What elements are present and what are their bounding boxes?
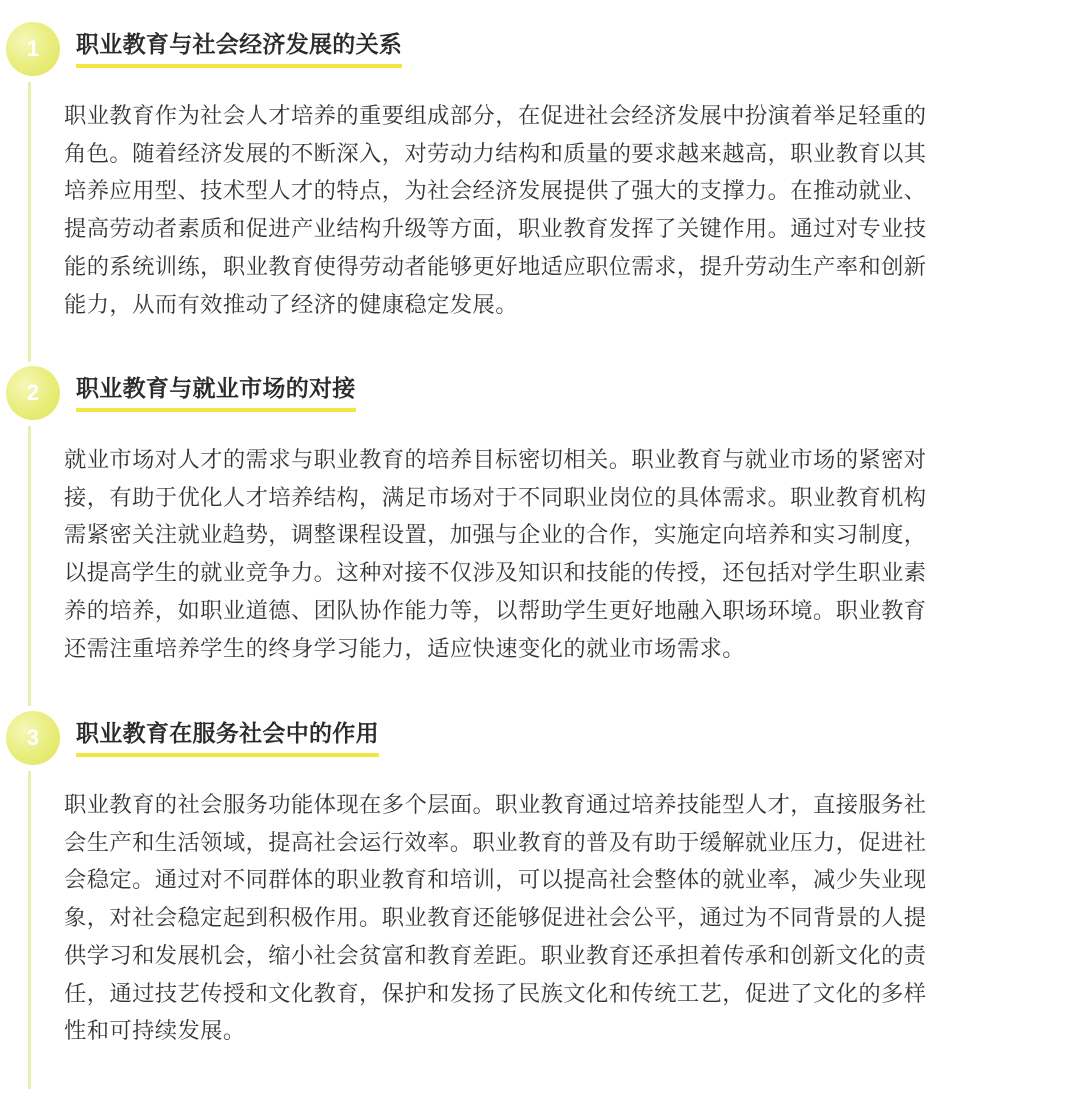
section-header bbox=[0, 20, 1091, 76]
section-paragraph bbox=[64, 787, 1091, 1051]
section-title: 职业教育在服务社会中的作用 bbox=[76, 719, 379, 757]
paragraph-line: 养的培养，如职业道德、团队协作能力等，以帮助学生更好地融入职场环境。职业教育 bbox=[64, 597, 927, 624]
paragraph-line: 需紧密关注就业趋势，调整课程设置，加强与企业的合作，实施定向培养和实习制度， bbox=[64, 522, 927, 549]
accent-bar bbox=[28, 426, 31, 706]
section-3 bbox=[0, 709, 1091, 1089]
paragraph-line: 供学习和发展机会，缩小社会贫富和教育差距。职业教育还承担着传承和创新文化的责 bbox=[64, 942, 927, 969]
section-number-badge bbox=[6, 711, 60, 765]
paragraph-line: 接，有助于优化人才培养结构，满足市场对于不同职业岗位的具体需求。职业教育机构 bbox=[64, 484, 927, 511]
section-title: 职业教育与就业市场的对接 bbox=[76, 374, 356, 412]
section-2 bbox=[0, 364, 1091, 706]
paragraph-line: 以提高学生的就业竞争力。这种对接不仅涉及知识和技能的传授，还包括对学生职业素 bbox=[64, 560, 927, 587]
section-number: 2 bbox=[26, 380, 40, 405]
section-number-badge bbox=[6, 366, 60, 420]
paragraph-line: 性和可持续发展。 bbox=[64, 1018, 246, 1045]
section-title: 职业教育与社会经济发展的关系 bbox=[76, 30, 402, 68]
section-number: 3 bbox=[26, 725, 40, 750]
paragraph-line: 会稳定。通过对不同群体的职业教育和培训，可以提高社会整体的就业率，减少失业现 bbox=[64, 867, 927, 894]
paragraph-line: 提高劳动者素质和促进产业结构升级等方面，职业教育发挥了关键作用。通过对专业技 bbox=[64, 216, 927, 243]
section-number-badge bbox=[6, 22, 60, 76]
paragraph-line: 能力，从而有效推动了经济的健康稳定发展。 bbox=[64, 291, 518, 318]
paragraph-line: 角色。随着经济发展的不断深入，对劳动力结构和质量的要求越来越高，职业教育以其 bbox=[64, 140, 927, 167]
section-body bbox=[0, 771, 1091, 1089]
section-number: 1 bbox=[26, 36, 40, 61]
accent-bar bbox=[28, 771, 31, 1089]
accent-bar bbox=[28, 82, 31, 362]
paragraph-line: 职业教育的社会服务功能体现在多个层面。职业教育通过培养技能型人才，直接服务社 bbox=[64, 792, 927, 818]
paragraph-line: 就业市场对人才的需求与职业教育的培养目标密切相关。职业教育与就业市场的紧密对 bbox=[64, 447, 927, 473]
paragraph-line: 职业教育作为社会人才培养的重要组成部分，在促进社会经济发展中扮演着举足轻重的 bbox=[64, 103, 927, 129]
paragraph-line: 象，对社会稳定起到积极作用。职业教育还能够促进社会公平，通过为不同背景的人提 bbox=[64, 905, 927, 932]
paragraph-line: 培养应用型、技术型人才的特点，为社会经济发展提供了强大的支撑力。在推动就业、 bbox=[64, 178, 927, 205]
section-body bbox=[0, 82, 1091, 362]
section-body bbox=[0, 426, 1091, 706]
section-paragraph bbox=[64, 442, 1091, 668]
section-header bbox=[0, 709, 1091, 765]
section-1 bbox=[0, 20, 1091, 362]
section-paragraph bbox=[64, 98, 1091, 324]
section-header bbox=[0, 364, 1091, 420]
paragraph-line: 任，通过技艺传授和文化教育，保护和发扬了民族文化和传统工艺，促进了文化的多样 bbox=[64, 980, 927, 1007]
paragraph-line: 还需注重培养学生的终身学习能力，适应快速变化的就业市场需求。 bbox=[64, 635, 745, 662]
paragraph-line: 会生产和生活领域，提高社会运行效率。职业教育的普及有助于缓解就业压力，促进社 bbox=[64, 829, 927, 856]
paragraph-line: 能的系统训练，职业教育使得劳动者能够更好地适应职位需求，提升劳动生产率和创新 bbox=[64, 253, 927, 280]
